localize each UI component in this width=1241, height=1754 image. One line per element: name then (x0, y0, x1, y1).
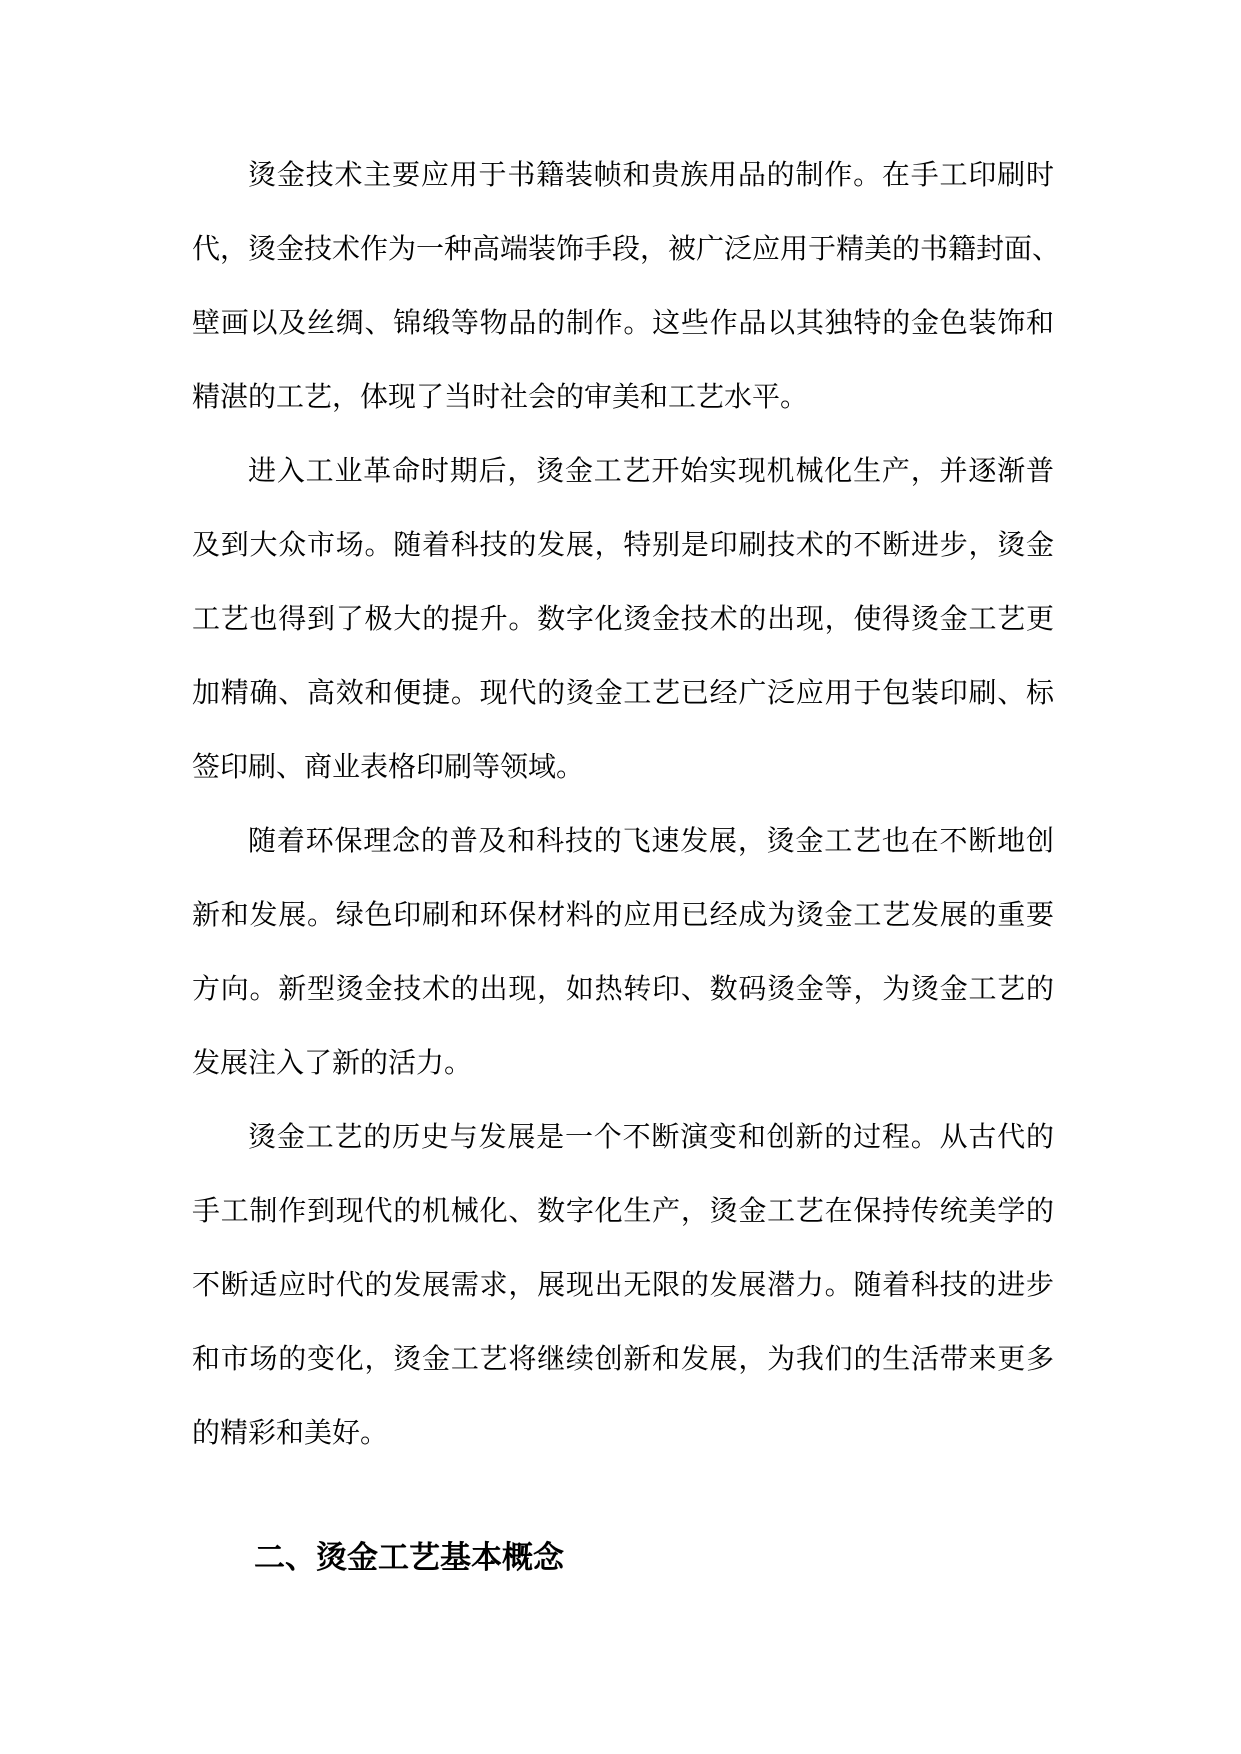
paragraph-2-line-2: 及到大众市场。随着科技的发展，特别是印刷技术的不断进步，烫金 (192, 528, 1054, 561)
paragraph-3-line-4: 发展注入了新的活力。 (192, 1046, 473, 1079)
paragraph-3-line-3: 方向。新型烫金技术的出现，如热转印、数码烫金等，为烫金工艺的 (192, 972, 1054, 1005)
paragraph-3-line-2: 新和发展。绿色印刷和环保材料的应用已经成为烫金工艺发展的重要 (192, 898, 1054, 931)
paragraph-3-line-1: 随着环保理念的普及和科技的飞速发展，烫金工艺也在不断地创 (248, 824, 1054, 857)
paragraph-4-line-4: 和市场的变化，烫金工艺将继续创新和发展，为我们的生活带来更多 (192, 1342, 1054, 1375)
paragraph-2-line-3: 工艺也得到了极大的提升。数字化烫金技术的出现，使得烫金工艺更 (192, 602, 1054, 635)
section-heading: 二、烫金工艺基本概念 (254, 1540, 564, 1576)
paragraph-2-line-4: 加精确、高效和便捷。现代的烫金工艺已经广泛应用于包装印刷、标 (192, 676, 1054, 709)
paragraph-1-line-1: 烫金技术主要应用于书籍装帧和贵族用品的制作。在手工印刷时 (248, 158, 1054, 191)
paragraph-1-line-3: 壁画以及丝绸、锦缎等物品的制作。这些作品以其独特的金色装饰和 (192, 306, 1054, 339)
paragraph-4-line-5: 的精彩和美好。 (192, 1416, 389, 1449)
paragraph-1-line-4: 精湛的工艺，体现了当时社会的审美和工艺水平。 (192, 380, 809, 413)
paragraph-4-line-2: 手工制作到现代的机械化、数字化生产，烫金工艺在保持传统美学的 (192, 1194, 1054, 1227)
paragraph-1-line-2: 代，烫金技术作为一种高端装饰手段，被广泛应用于精美的书籍封面、 (192, 232, 1061, 265)
paragraph-4-line-1: 烫金工艺的历史与发展是一个不断演变和创新的过程。从古代的 (248, 1120, 1054, 1153)
paragraph-2-line-1: 进入工业革命时期后，烫金工艺开始实现机械化生产，并逐渐普 (248, 454, 1054, 487)
paragraph-2-line-5: 签印刷、商业表格印刷等领域。 (192, 750, 585, 783)
paragraph-4-line-3: 不断适应时代的发展需求，展现出无限的发展潜力。随着科技的进步 (192, 1268, 1054, 1301)
